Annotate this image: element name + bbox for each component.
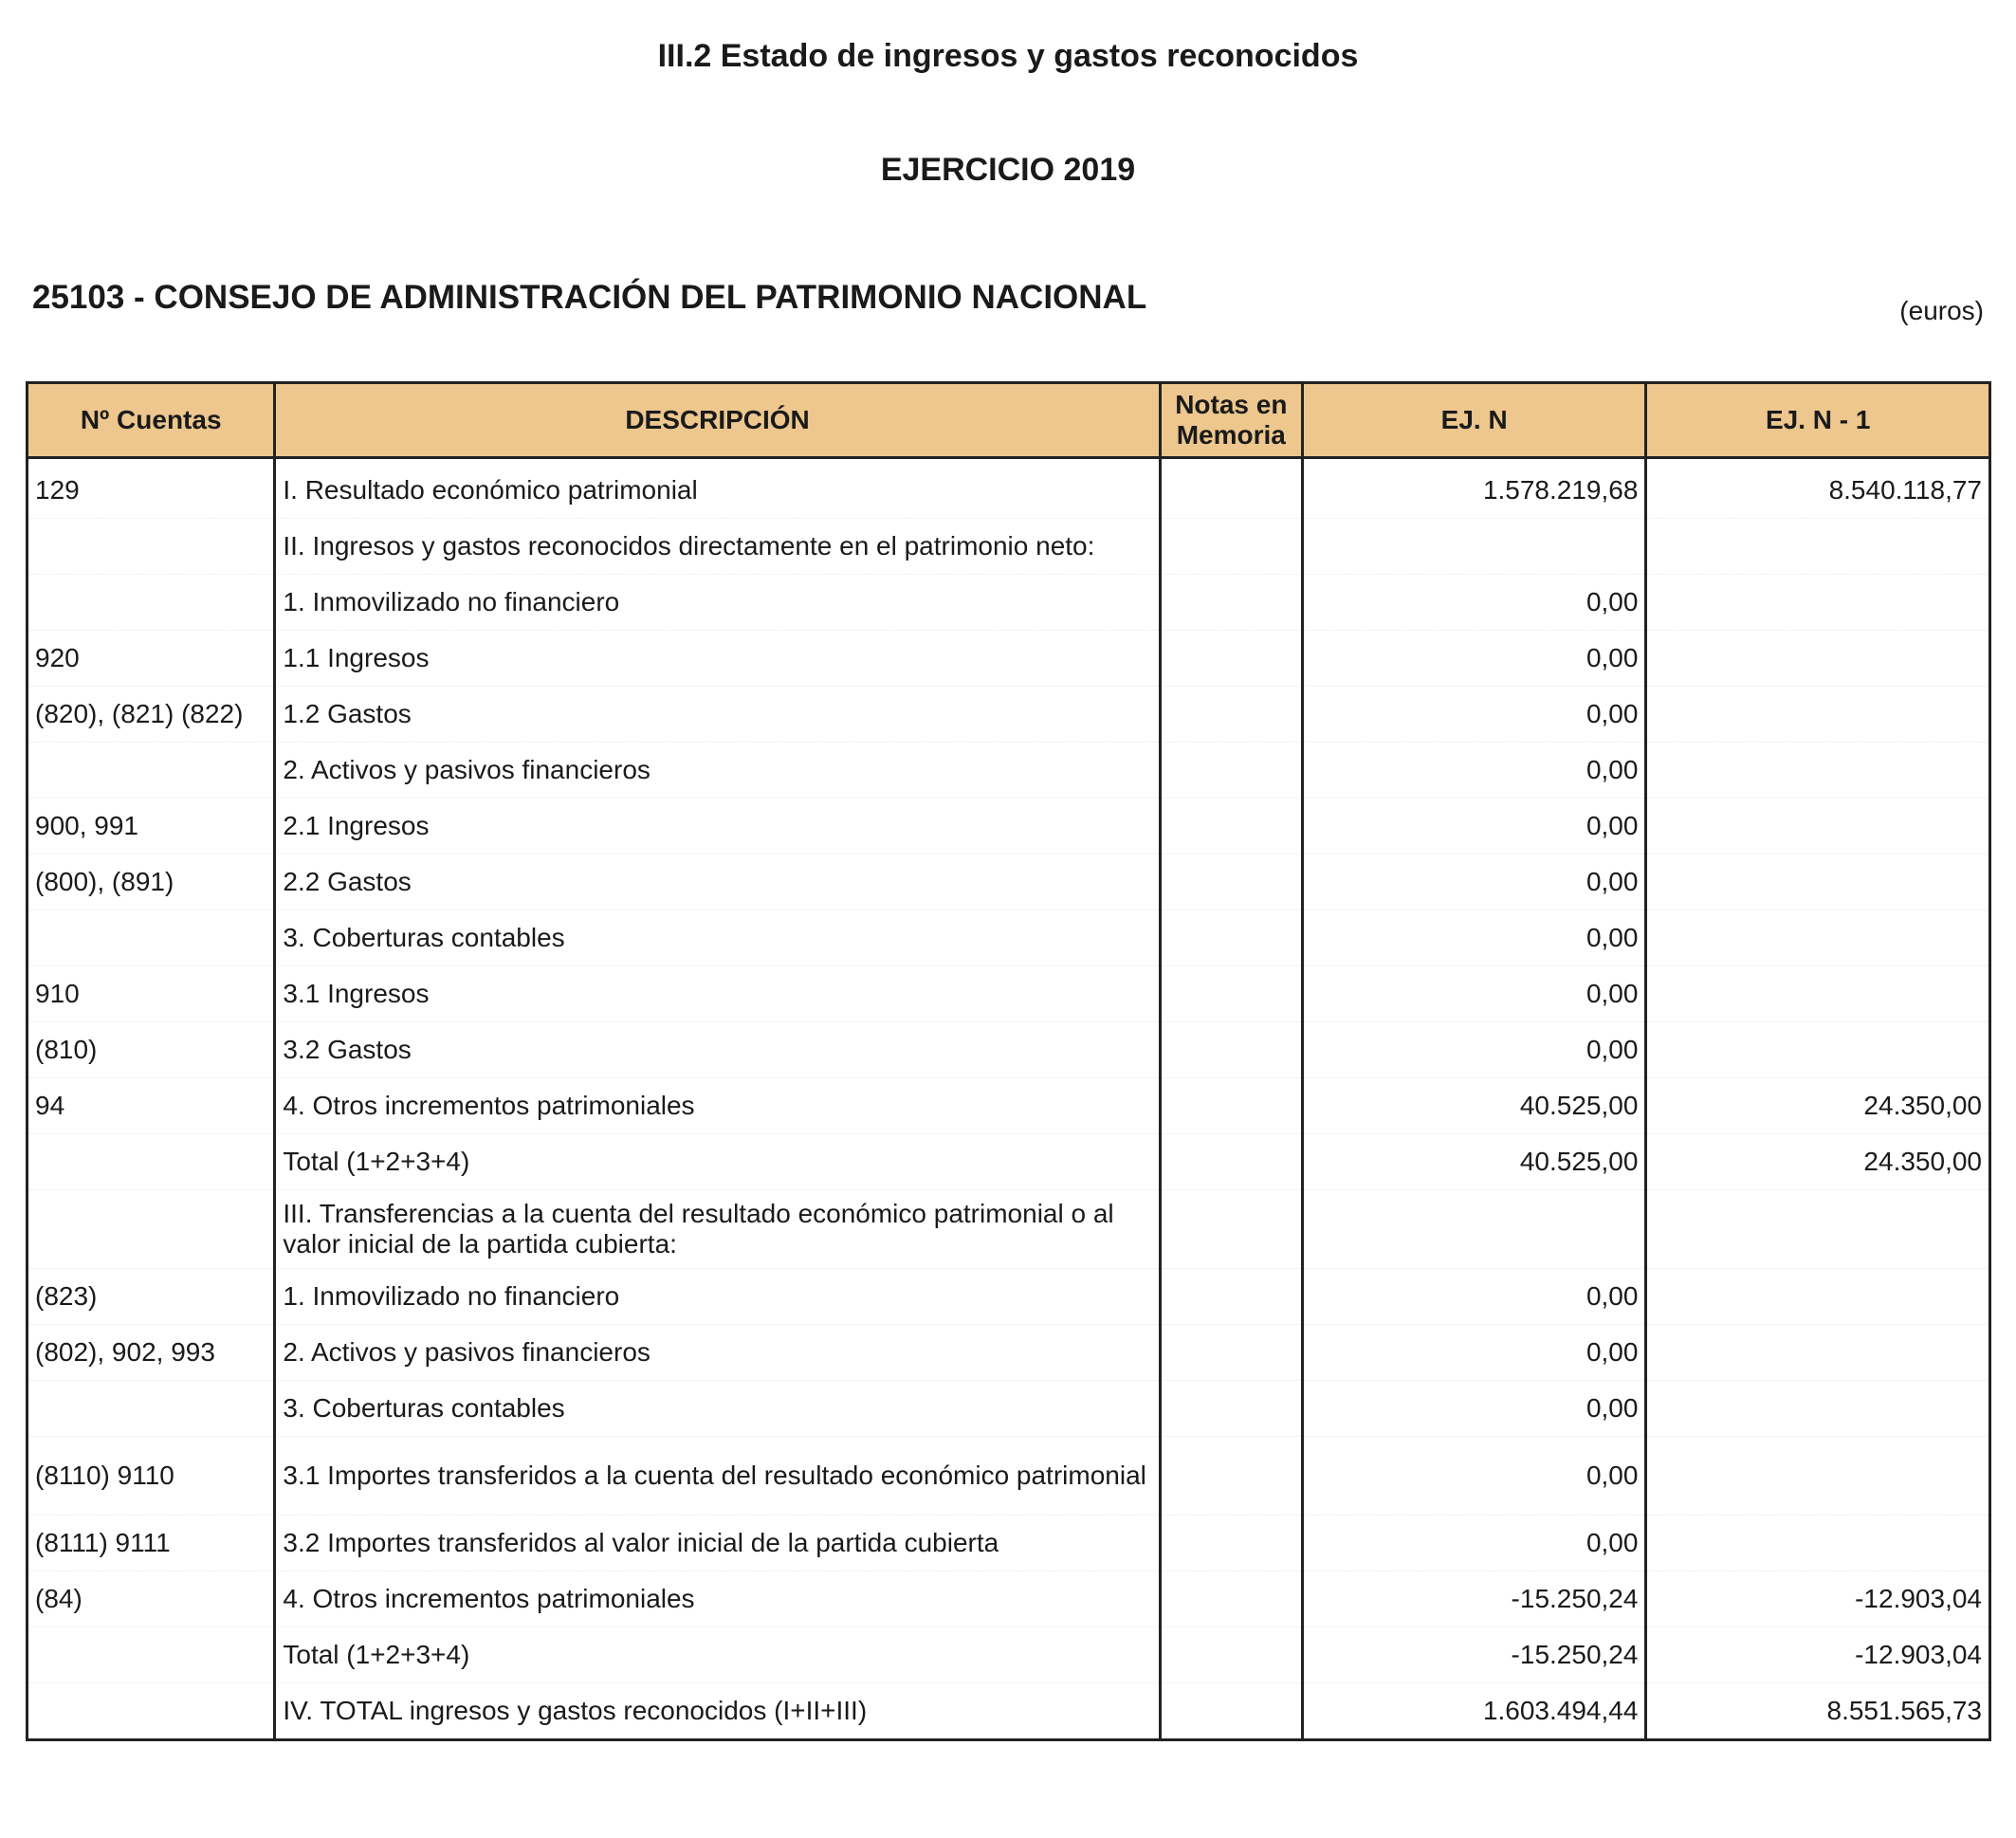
notes-cell (1160, 1516, 1302, 1571)
account-cell: (810) (27, 1022, 275, 1078)
previous-year-cell (1646, 1190, 1990, 1269)
table-row (27, 1022, 1990, 1078)
table-row (27, 458, 1990, 519)
description-cell: 2. Activos y pasivos financieros (275, 743, 1160, 799)
notes-cell (1160, 855, 1302, 910)
current-year-cell: 1.603.494,44 (1302, 1683, 1646, 1740)
current-year-cell: 0,00 (1302, 1516, 1646, 1571)
previous-year-cell: 8.551.565,73 (1646, 1683, 1990, 1740)
account-cell: (8111) 9111 (27, 1516, 275, 1571)
description-cell: 3. Coberturas contables (275, 1381, 1160, 1437)
account-cell: 910 (27, 966, 275, 1022)
table-row (27, 1190, 1990, 1269)
description-cell: III. Transferencias a la cuenta del resultado económico patrimonial o al valor inicial de la partida cubierta: (275, 1190, 1160, 1269)
previous-year-cell (1646, 631, 1990, 687)
current-year-cell: 0,00 (1302, 575, 1646, 631)
description-cell: 2.1 Ingresos (275, 799, 1160, 855)
current-year-cell: 1.578.219,68 (1302, 458, 1646, 519)
description-cell: 1. Inmovilizado no financiero (275, 575, 1160, 631)
description-cell: IV. TOTAL ingresos y gastos reconocidos (I+II+III) (275, 1683, 1160, 1740)
previous-year-cell (1646, 1516, 1990, 1571)
description-cell: II. Ingresos y gastos reconocidos directamente en el patrimonio neto: (275, 519, 1160, 575)
current-year-cell: 40.525,00 (1302, 1078, 1646, 1134)
description-cell: 3.2 Gastos (275, 1022, 1160, 1078)
current-year-cell: 0,00 (1302, 1022, 1646, 1078)
description-cell: Total (1+2+3+4) (275, 1627, 1160, 1683)
notes-cell (1160, 799, 1302, 855)
notes-cell (1160, 1381, 1302, 1437)
current-year-cell: 0,00 (1302, 855, 1646, 910)
description-cell: 2. Activos y pasivos financieros (275, 1325, 1160, 1381)
account-cell: (800), (891) (27, 855, 275, 910)
previous-year-cell: 24.350,00 (1646, 1134, 1990, 1190)
account-cell: 920 (27, 631, 275, 687)
previous-year-cell (1646, 1022, 1990, 1078)
previous-year-cell: 24.350,00 (1646, 1078, 1990, 1134)
account-cell (27, 1381, 275, 1437)
notes-cell (1160, 519, 1302, 575)
notes-cell (1160, 1190, 1302, 1269)
notes-cell (1160, 1437, 1302, 1516)
current-year-cell: -15.250,24 (1302, 1627, 1646, 1683)
previous-year-cell (1646, 519, 1990, 575)
account-cell: (823) (27, 1269, 275, 1325)
account-cell: 94 (27, 1078, 275, 1134)
account-cell: 900, 991 (27, 799, 275, 855)
description-cell: 4. Otros incrementos patrimoniales (275, 1571, 1160, 1627)
previous-year-cell (1646, 1381, 1990, 1437)
account-cell (27, 1190, 275, 1269)
income-expenses-table (26, 381, 1991, 1741)
description-cell: 1. Inmovilizado no financiero (275, 1269, 1160, 1325)
account-cell: (8110) 9110 (27, 1437, 275, 1516)
current-year-cell: 0,00 (1302, 631, 1646, 687)
current-year-cell: 0,00 (1302, 1437, 1646, 1516)
table-row (27, 910, 1990, 966)
table-row (27, 966, 1990, 1022)
current-year-cell (1302, 519, 1646, 575)
table-row (27, 1134, 1990, 1190)
table-row (27, 519, 1990, 575)
column-header-current-year: EJ. N (1302, 383, 1646, 458)
description-cell: 4. Otros incrementos patrimoniales (275, 1078, 1160, 1134)
description-cell: 3. Coberturas contables (275, 910, 1160, 966)
current-year-cell: 0,00 (1302, 1325, 1646, 1381)
column-header-notes: Notas en Memoria (1160, 383, 1302, 458)
notes-cell (1160, 1078, 1302, 1134)
table-row (27, 855, 1990, 910)
notes-cell (1160, 1571, 1302, 1627)
description-cell: I. Resultado económico patrimonial (275, 458, 1160, 519)
table-row (27, 687, 1990, 743)
notes-cell (1160, 910, 1302, 966)
current-year-cell: -15.250,24 (1302, 1571, 1646, 1627)
account-cell (27, 1683, 275, 1740)
table-row (27, 1571, 1990, 1627)
account-cell (27, 1134, 275, 1190)
account-cell: 129 (27, 458, 275, 519)
table-header-row (27, 383, 1990, 458)
table-row (27, 1269, 1990, 1325)
table-row (27, 1381, 1990, 1437)
account-cell (27, 1627, 275, 1683)
notes-cell (1160, 575, 1302, 631)
entity-title: 25103 - CONSEJO DE ADMINISTRACIÓN DEL PATRIMONIO NACIONAL (32, 279, 1147, 316)
page-title: III.2 Estado de ingresos y gastos reconocidos (657, 38, 1359, 74)
description-cell: 1.1 Ingresos (275, 631, 1160, 687)
table-row (27, 1627, 1990, 1683)
current-year-cell (1302, 1190, 1646, 1269)
description-cell: 3.1 Ingresos (275, 966, 1160, 1022)
table-row (27, 1078, 1990, 1134)
table-row (27, 575, 1990, 631)
table-row (27, 799, 1990, 855)
notes-cell (1160, 1325, 1302, 1381)
notes-cell (1160, 1627, 1302, 1683)
column-header-accounts: Nº Cuentas (27, 383, 275, 458)
table-row (27, 631, 1990, 687)
previous-year-cell (1646, 687, 1990, 743)
column-header-description: DESCRIPCIÓN (275, 383, 1160, 458)
notes-cell (1160, 1683, 1302, 1740)
notes-cell (1160, 1134, 1302, 1190)
account-cell (27, 519, 275, 575)
previous-year-cell (1646, 743, 1990, 799)
previous-year-cell (1646, 1269, 1990, 1325)
account-cell (27, 743, 275, 799)
table-row (27, 743, 1990, 799)
notes-cell (1160, 631, 1302, 687)
account-cell: (820), (821) (822) (27, 687, 275, 743)
current-year-cell: 0,00 (1302, 1381, 1646, 1437)
previous-year-cell (1646, 575, 1990, 631)
previous-year-cell (1646, 910, 1990, 966)
account-cell: (802), 902, 993 (27, 1325, 275, 1381)
current-year-cell: 0,00 (1302, 966, 1646, 1022)
table-row (27, 1437, 1990, 1516)
notes-cell (1160, 1022, 1302, 1078)
current-year-cell: 40.525,00 (1302, 1134, 1646, 1190)
notes-cell (1160, 458, 1302, 519)
description-cell: 1.2 Gastos (275, 687, 1160, 743)
description-cell: Total (1+2+3+4) (275, 1134, 1160, 1190)
account-cell: (84) (27, 1571, 275, 1627)
previous-year-cell: 8.540.118,77 (1646, 458, 1990, 519)
current-year-cell: 0,00 (1302, 1269, 1646, 1325)
notes-cell (1160, 966, 1302, 1022)
previous-year-cell (1646, 1437, 1990, 1516)
description-cell: 2.2 Gastos (275, 855, 1160, 910)
notes-cell (1160, 687, 1302, 743)
table-row (27, 1516, 1990, 1571)
previous-year-cell: -12.903,04 (1646, 1571, 1990, 1627)
account-cell (27, 910, 275, 966)
previous-year-cell (1646, 855, 1990, 910)
previous-year-cell (1646, 966, 1990, 1022)
current-year-cell: 0,00 (1302, 799, 1646, 855)
previous-year-cell (1646, 799, 1990, 855)
exercise-title: EJERCICIO 2019 (880, 152, 1136, 188)
account-cell (27, 575, 275, 631)
previous-year-cell: -12.903,04 (1646, 1627, 1990, 1683)
notes-cell (1160, 743, 1302, 799)
description-cell: 3.2 Importes transferidos al valor inicial de la partida cubierta (275, 1516, 1160, 1571)
current-year-cell: 0,00 (1302, 743, 1646, 799)
notes-cell (1160, 1269, 1302, 1325)
units-label: (euros) (1899, 296, 1984, 325)
table-row (27, 1683, 1990, 1740)
table-row (27, 1325, 1990, 1381)
current-year-cell: 0,00 (1302, 910, 1646, 966)
previous-year-cell (1646, 1325, 1990, 1381)
column-header-previous-year: EJ. N - 1 (1646, 383, 1990, 458)
current-year-cell: 0,00 (1302, 687, 1646, 743)
description-cell: 3.1 Importes transferidos a la cuenta del resultado económico patrimonial (275, 1437, 1160, 1516)
